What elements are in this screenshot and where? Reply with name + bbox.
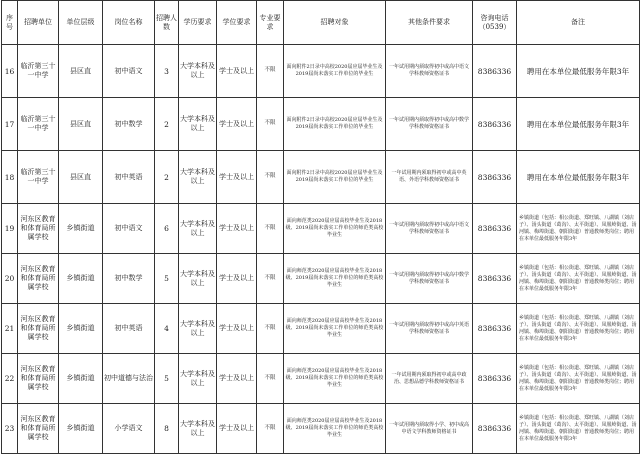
cell-edu: 大学本科及以上	[179, 304, 217, 354]
cell-post: 小学语文	[103, 404, 155, 454]
cell-seq: 16	[2, 45, 18, 98]
cell-unit: 河东区教育和体育局所属学校	[18, 354, 59, 404]
cell-post: 初中数学	[103, 254, 155, 304]
cell-degree: 学士及以上	[217, 254, 257, 304]
cell-other: 一年试用期内须取得初中或高中英语、外语学科教师资格证书	[386, 151, 473, 204]
cell-level: 县区直	[59, 98, 103, 151]
cell-level: 县区直	[59, 151, 103, 204]
cell-unit: 河东区教育和体育局所属学校	[18, 204, 59, 254]
table-row	[2, 254, 640, 304]
header-phone: 咨询电话（0539）	[473, 1, 517, 45]
cell-count: 5	[155, 354, 179, 404]
cell-count: 6	[155, 204, 179, 254]
cell-count: 8	[155, 404, 179, 454]
cell-target: 面向师范类2020届应届高校毕业生及2018级、2019届尚未落实工作单位的师范类高校毕业生	[284, 254, 386, 304]
cell-other: 一年试用期内须取得初中或高中英语学科教师资格证书	[386, 304, 473, 354]
cell-major: 不限	[257, 404, 284, 454]
cell-degree: 学士及以上	[217, 98, 257, 151]
cell-unit: 临沂第三十一中学	[18, 45, 59, 98]
cell-edu: 大学本科及以上	[179, 204, 217, 254]
cell-note: 乡镇街道（包括：相公街道、郑旺镇、八湖镇（刘店子）、汤头街道（葛沟）、太平街道）、凤凰岭街道、汤河镇、梅埠街道、朝阳街道）普通教师类岗位；聘用在本单位最低服务年限3年	[517, 204, 640, 254]
cell-note: 乡镇街道（包括：相公街道、郑旺镇、八湖镇（刘店子）、汤头街道（葛沟）、太平街道）、凤凰岭街道、汤河镇、梅埠街道、朝阳街道）普通教师类岗位；聘用在本单位最低服务年限3年	[517, 254, 640, 304]
table-row	[2, 404, 640, 454]
cell-phone: 8386336	[473, 404, 517, 454]
cell-count: 4	[155, 304, 179, 354]
cell-note: 乡镇街道（包括：相公街道、郑旺镇、八湖镇（刘店子）、汤头街道（葛沟）、太平街道）、凤凰岭街道、汤河镇、梅埠街道、朝阳街道）普通教师类岗位；聘用在本单位最低服务年限3年	[517, 304, 640, 354]
cell-phone: 8386336	[473, 98, 517, 151]
table-row	[2, 98, 640, 151]
cell-target: 面向附件2日录中高校2020届应届毕业生及2019届尚未落实工作单位的毕业生	[284, 98, 386, 151]
cell-post: 初中语文	[103, 204, 155, 254]
cell-level: 乡镇街道	[59, 254, 103, 304]
cell-unit: 临沂第三十一中学	[18, 151, 59, 204]
cell-major: 不限	[257, 304, 284, 354]
cell-other: 一年试用期内须取得初中或高中数学学科教师资格证书	[386, 254, 473, 304]
cell-count: 5	[155, 254, 179, 304]
cell-post: 初中数学	[103, 98, 155, 151]
cell-other: 一年试用期内须取得初中或高中语文学科教师资格证书	[386, 204, 473, 254]
cell-major: 不限	[257, 354, 284, 404]
header-major: 专业要求	[257, 1, 284, 45]
cell-target: 面向附件2日录中高校2020届应届毕业生及2019届尚未落实工作单位的毕业生	[284, 45, 386, 98]
cell-seq: 17	[2, 98, 18, 151]
cell-level: 乡镇街道	[59, 204, 103, 254]
cell-major: 不限	[257, 98, 284, 151]
cell-major: 不限	[257, 151, 284, 204]
cell-unit: 河东区教育和体育局所属学校	[18, 304, 59, 354]
header-unit: 招聘单位	[18, 1, 59, 45]
header-note: 备注	[517, 1, 640, 45]
cell-major: 不限	[257, 45, 284, 98]
cell-target: 面向师范类2020届应届高校毕业生及2018级、2019届尚未落实工作单位的师范类高校毕业生	[284, 404, 386, 454]
cell-level: 县区直	[59, 45, 103, 98]
cell-major: 不限	[257, 204, 284, 254]
table-row	[2, 151, 640, 204]
cell-post: 初中道德与法治	[103, 354, 155, 404]
cell-other: 一年试用期内须取得小学、初中或高中语文学科教师资格证书	[386, 404, 473, 454]
cell-target: 面向师范类2020届应届高校毕业生及2018级、2019届尚未落实工作单位的师范类高校毕业生	[284, 304, 386, 354]
cell-seq: 21	[2, 304, 18, 354]
cell-note: 聘用在本单位最低服务年限3年	[517, 98, 640, 151]
cell-phone: 8386336	[473, 254, 517, 304]
cell-phone: 8386336	[473, 45, 517, 98]
cell-edu: 大学本科及以上	[179, 254, 217, 304]
cell-degree: 学士及以上	[217, 304, 257, 354]
table-row	[2, 304, 640, 354]
cell-edu: 大学本科及以上	[179, 45, 217, 98]
cell-count: 2	[155, 151, 179, 204]
cell-degree: 学士及以上	[217, 354, 257, 404]
header-target: 招聘对象	[284, 1, 386, 45]
cell-phone: 8386336	[473, 204, 517, 254]
header-row	[2, 1, 640, 45]
header-other: 其他条件要求	[386, 1, 473, 45]
table-row	[2, 204, 640, 254]
cell-degree: 学士及以上	[217, 204, 257, 254]
cell-degree: 学士及以上	[217, 151, 257, 204]
cell-edu: 大学本科及以上	[179, 151, 217, 204]
recruitment-table	[1, 0, 640, 454]
cell-seq: 18	[2, 151, 18, 204]
cell-phone: 8386336	[473, 304, 517, 354]
cell-target: 面向附件2日录中高校2020届应届毕业生及2019届尚未落实工作单位的毕业生	[284, 151, 386, 204]
cell-level: 乡镇街道	[59, 404, 103, 454]
cell-edu: 大学本科及以上	[179, 98, 217, 151]
cell-note: 聘用在本单位最低服务年限3年	[517, 151, 640, 204]
cell-phone: 8386336	[473, 151, 517, 204]
cell-seq: 20	[2, 254, 18, 304]
cell-post: 初中语文	[103, 45, 155, 98]
header-level: 单位层级	[59, 1, 103, 45]
cell-unit: 临沂第三十一中学	[18, 98, 59, 151]
header-seq: 序号	[2, 1, 18, 45]
header-edu: 学历要求	[179, 1, 217, 45]
cell-note: 聘用在本单位最低服务年限3年	[517, 45, 640, 98]
table-row	[2, 354, 640, 404]
cell-seq: 23	[2, 404, 18, 454]
cell-note: 乡镇街道（包括：相公街道、郑旺镇、八湖镇（刘店子）、汤头街道（葛沟）、太平街道）、凤凰岭街道、汤河镇、梅埠街道、朝阳街道）普通教师类岗位；聘用在本单位最低服务年限3年	[517, 354, 640, 404]
cell-unit: 河东区教育和体育局所属学校	[18, 404, 59, 454]
cell-other: 一年试用期内须取得初中或高中语文学科教师资格证书	[386, 45, 473, 98]
cell-post: 初中英语	[103, 151, 155, 204]
cell-degree: 学士及以上	[217, 45, 257, 98]
cell-count: 3	[155, 45, 179, 98]
cell-seq: 19	[2, 204, 18, 254]
cell-target: 面向师范类2020届应届高校毕业生及2018级、2019届尚未落实工作单位的师范类高校毕业生	[284, 354, 386, 404]
cell-level: 乡镇街道	[59, 304, 103, 354]
cell-note: 乡镇街道（包括：相公街道、郑旺镇、八湖镇（刘店子）、汤头街道（葛沟）、太平街道）、凤凰岭街道、汤河镇、梅埠街道、朝阳街道）普通教师类岗位；聘用在本单位最低服务年限3年	[517, 404, 640, 454]
cell-phone: 8386336	[473, 354, 517, 404]
cell-unit: 河东区教育和体育局所属学校	[18, 254, 59, 304]
table-row	[2, 45, 640, 98]
cell-major: 不限	[257, 254, 284, 304]
cell-seq: 22	[2, 354, 18, 404]
header-degree: 学位要求	[217, 1, 257, 45]
cell-post: 初中英语	[103, 304, 155, 354]
cell-target: 面向师范类2020届应届高校毕业生及2018级、2019届尚未落实工作单位的师范类高校毕业生	[284, 204, 386, 254]
header-post: 岗位名称	[103, 1, 155, 45]
cell-edu: 大学本科及以上	[179, 354, 217, 404]
cell-edu: 大学本科及以上	[179, 404, 217, 454]
cell-degree: 学士及以上	[217, 404, 257, 454]
cell-level: 乡镇街道	[59, 354, 103, 404]
cell-other: 一年试用期内须取得初中或高中数学学科教师资格证书	[386, 98, 473, 151]
cell-other: 一年试用期内须取得初中或高中政治、思想品德学科教师资格证书	[386, 354, 473, 404]
header-count: 招聘人数	[155, 1, 179, 45]
cell-count: 2	[155, 98, 179, 151]
